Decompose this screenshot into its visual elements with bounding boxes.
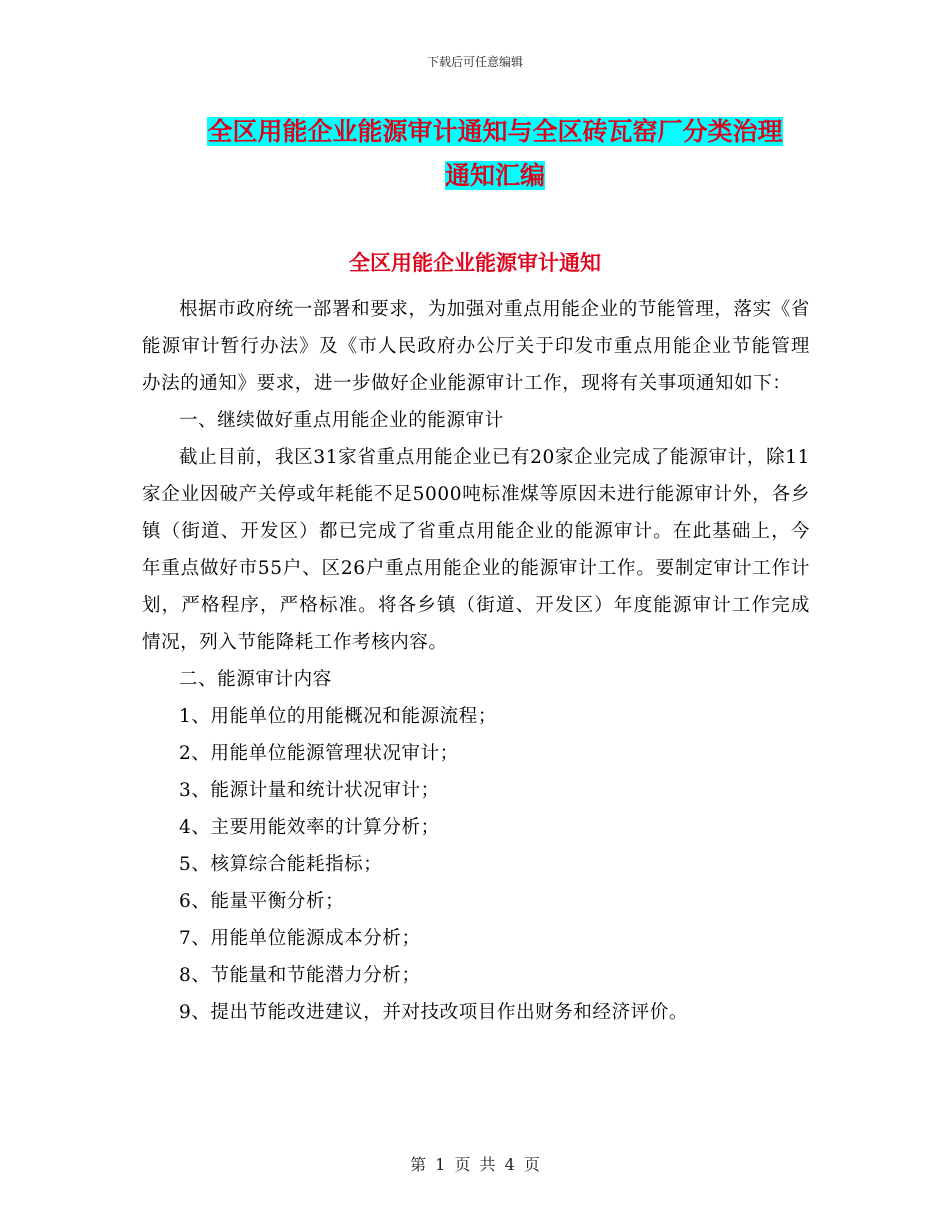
- list-item: 9、提出节能改进建议，并对技改项目作出财务和经济评价。: [179, 1002, 688, 1023]
- page-footer: 第 1 页 共 4 页: [410, 1155, 540, 1174]
- list-item: 6、能量平衡分析；: [179, 891, 345, 912]
- body-paragraph-1: 截止目前，我区31家省重点用能企业已有20家企业完成了能源审计，除11家企业因破产关停或年耗能不足5000吨标准煤等原因未进行能源审计外，各乡镇（街道、开发区）都已完成了省重点用能企业的能源审计。在此基础上，今年重点做好市55户、区26户重点用能企业的能源审计工作。要制定审计工作计划，严格程序，严格标准。将各乡镇（街道、开发区）年度能源审计工作完成情况，列入节能降耗工作考核内容。: [142, 447, 810, 653]
- heading-2: 二、能源审计内容: [179, 669, 332, 690]
- title-highlight-2: 通知汇编: [444, 161, 545, 190]
- document-body: [142, 291, 810, 1031]
- list-item: 1、用能单位的用能概况和能源流程；: [179, 706, 497, 727]
- list-item: 4、主要用能效率的计算分析；: [179, 817, 440, 838]
- document-title-line-1: [150, 110, 840, 154]
- intro-paragraph: 根据市政府统一部署和要求，为加强对重点用能企业的节能管理，落实《省能源审计暂行办法》及《市人民政府办公厅关于印发市重点用能企业节能管理办法的通知》要求，进一步做好企业能源审计工作，现将有关事项通知如下：: [142, 299, 810, 394]
- section-title: 全区用能企业能源审计通知: [349, 251, 601, 275]
- header-note: 下载后可任意编辑: [426, 55, 523, 69]
- list-item: 5、核算综合能耗指标；: [179, 854, 383, 875]
- list-item: 8、节能量和节能潜力分析；: [179, 965, 421, 986]
- list-item: 7、用能单位能源成本分析；: [179, 928, 421, 949]
- title-highlight-1: 全区用能企业能源审计通知与全区砖瓦窑厂分类治理: [207, 117, 783, 146]
- list-item: 2、用能单位能源管理状况审计；: [179, 743, 459, 764]
- heading-1: 一、继续做好重点用能企业的能源审计: [179, 410, 504, 431]
- list-item: 3、能源计量和统计状况审计；: [179, 780, 440, 801]
- document-title: [150, 110, 840, 198]
- document-title-line-2: [150, 154, 840, 198]
